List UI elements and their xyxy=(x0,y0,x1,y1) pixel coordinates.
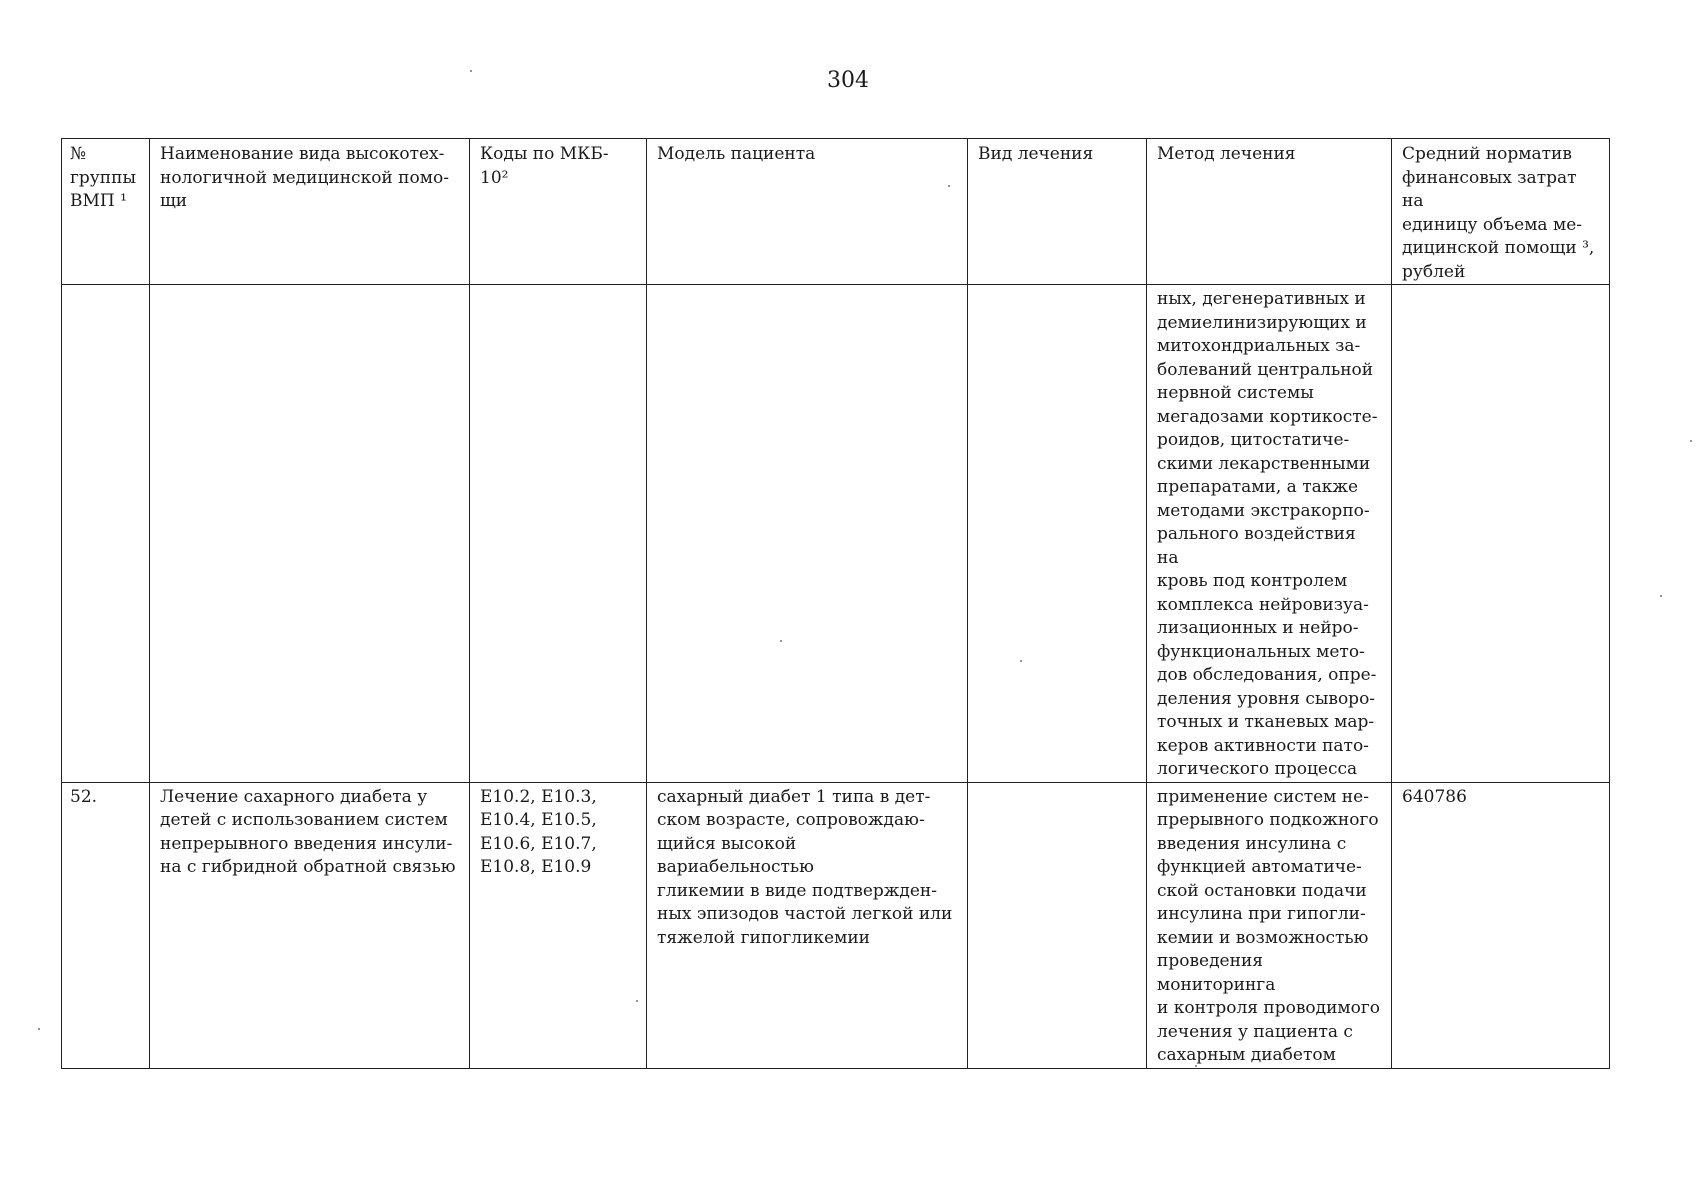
cell-patient-model: сахарный диабет 1 типа в дет- ском возрасте, сопровождаю- щийся высокой вариабельностью гликемии в виде подтвержден- ных эпизодов частой легкой или тяжелой гипогликемии xyxy=(647,782,968,1068)
header-average-cost: Средний норматив финансовых затрат на единицу объема ме- дицинской помощи ³, рублей xyxy=(1392,139,1610,285)
cell-icd-codes xyxy=(470,285,647,783)
cell-average-cost xyxy=(1392,285,1610,783)
header-patient-model: Модель пациента xyxy=(647,139,968,285)
cell-group-number xyxy=(62,285,150,783)
scan-speck xyxy=(1020,660,1022,662)
header-row xyxy=(62,139,1610,285)
scan-speck xyxy=(948,185,950,187)
cell-group-number: 52. xyxy=(62,782,150,1068)
scan-speck xyxy=(1660,595,1662,597)
cell-icd-codes: E10.2, E10.3, E10.4, E10.5, E10.6, E10.7, E10.8, E10.9 xyxy=(470,782,647,1068)
scan-speck xyxy=(780,640,782,642)
cell-treatment-type xyxy=(968,285,1147,783)
header-group-number: № группы ВМП ¹ xyxy=(62,139,150,285)
cell-treatment-method: применение систем не- прерывного подкожного введения инсулина с функцией автоматиче- ской остановки подачи инсулина при гипогли- кемии и возможностью проведения мониторинга и контроля проводимого лечения у пациента с сахарным диабетом xyxy=(1147,782,1392,1068)
cell-care-name: Лечение сахарного диабета у детей с использованием систем непрерывного введения инсули- на с гибридной обратной связью xyxy=(150,782,470,1068)
cell-patient-model xyxy=(647,285,968,783)
page-number: 304 xyxy=(827,68,869,93)
cell-average-cost: 640786 xyxy=(1392,782,1610,1068)
table-row xyxy=(62,782,1610,1068)
vmp-table xyxy=(61,138,1610,1069)
cell-treatment-type xyxy=(968,782,1147,1068)
cell-care-name xyxy=(150,285,470,783)
scan-speck xyxy=(1195,1065,1197,1067)
scan-speck xyxy=(636,1000,638,1002)
header-treatment-type: Вид лечения xyxy=(968,139,1147,285)
table-row xyxy=(62,285,1610,783)
header-icd-codes: Коды по МКБ- 10² xyxy=(470,139,647,285)
scan-speck xyxy=(470,70,472,72)
scan-speck xyxy=(1690,440,1692,442)
header-care-name: Наименование вида высокотех- нологичной медицинской помо- щи xyxy=(150,139,470,285)
cell-treatment-method: ных, дегенеративных и демиелинизирующих и митохондриальных за- болеваний центральной нервной системы мегадозами кортикосте- роидов, цитостатиче- скими лекарственными препаратами, а также методами экстракорпо- рального воздействия на кровь под контролем комплекса нейровизуа- лизационных и нейро- функциональных мето- дов обследования, опре- деления уровня сыворо- точных и тканевых мар- керов активности пато- логического процесса xyxy=(1147,285,1392,783)
scan-speck xyxy=(38,1028,40,1030)
header-treatment-method: Метод лечения xyxy=(1147,139,1392,285)
